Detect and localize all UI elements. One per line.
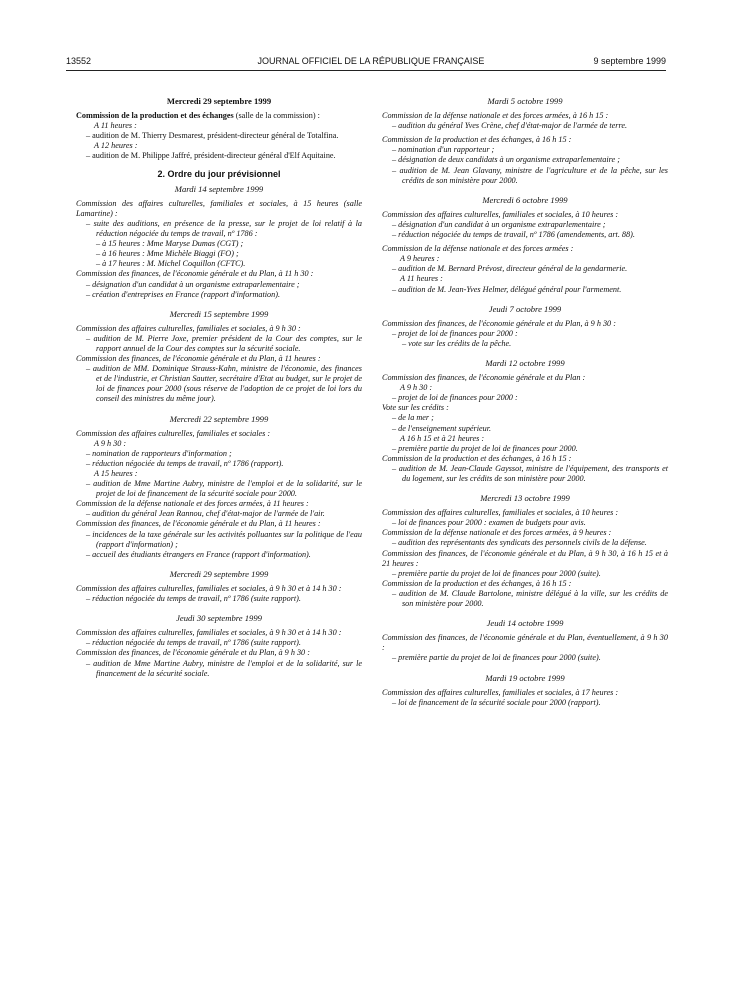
commission-entry: Commission des finances, de l'économie générale et du Plan, éventuellement, à 9 h 30 : <box>382 633 668 653</box>
agenda-item: – désignation de deux candidats à un organisme extraparlementaire ; <box>392 155 620 165</box>
time-slot: A 11 heures : <box>400 274 443 284</box>
day-heading: Jeudi 30 septembre 1999 <box>176 613 262 624</box>
commission-entry: Commission des affaires culturelles, familiales et sociales, à 17 heures : <box>382 687 619 697</box>
commission-entry: Commission des affaires culturelles, familiales et sociales : <box>76 428 271 438</box>
right-column <box>382 96 668 708</box>
commission-entry: Commission des finances, de l'économie générale et du Plan, à 9 h 30 : <box>76 648 310 658</box>
commission-entry: Commission des affaires culturelles, familiales et sociales, à 10 heures : <box>382 508 619 518</box>
left-column <box>76 96 362 679</box>
page-header <box>66 56 666 70</box>
day-heading: Mercredi 29 septembre 1999 <box>166 96 272 106</box>
commission-entry: Commission des affaires culturelles, familiales et sociales, à 9 h 30 et à 14 h 30 : <box>76 628 342 638</box>
agenda-item: – audition de M. Pierre Joxe, premier président de la Cour des comptes, sur le rapport annuel de la Cour des comptes sur la sécurité sociale. <box>86 333 362 353</box>
commission-entry: Commission des finances, de l'économie générale et du Plan, à 11 heures : <box>76 519 321 529</box>
commission-entry: Commission des finances, de l'économie générale et du Plan, à 11 h 30 : <box>76 269 314 279</box>
commission-entry: Commission de la production et des échanges, à 16 h 15 : <box>382 578 572 588</box>
agenda-item: – nomination de rapporteurs d'information ; <box>86 448 232 458</box>
agenda-item: – audition de M. Philippe Jaffré, président-directeur général d'Elf Aquitaine. <box>86 151 336 161</box>
commission-entry: Commission de la défense nationale et des forces armées : <box>382 244 574 254</box>
agenda-item: – accueil des étudiants étrangers en France (rapport d'information). <box>86 549 311 559</box>
agenda-subitem: – à 16 heures : Mme Michèle Biaggi (FO) ; <box>96 249 239 259</box>
commission-entry: Commission de la production et des échanges, à 16 h 15 : <box>382 453 572 463</box>
commission-entry <box>76 111 362 121</box>
commission-entry: Commission des finances, de l'économie générale et du Plan, à 9 h 30, à 16 h 15 et à 21 heures : <box>382 548 668 568</box>
header-rule <box>66 70 666 71</box>
agenda-item: – première partie du projet de loi de finances pour 2000 (suite). <box>392 568 601 578</box>
agenda-item: – audition de MM. Dominique Strauss-Kahn, ministre de l'économie, des finances et de l'industrie, et Christian Sautter, secrétaire d'Etat au budget, sur le projet de loi de finances pour 2000 (sous réserve de l'adoption de ce projet de loi lors du conseil des ministres du même jour). <box>86 364 362 404</box>
journal-title: JOURNAL OFFICIEL DE LA RÉPUBLIQUE FRANÇAISE <box>257 56 485 66</box>
agenda-item: – incidences de la taxe générale sur les activités polluantes sur la politique de l'eau (rapport d'information) ; <box>86 529 362 549</box>
agenda-item: – audition de M. Jean-Yves Helmer, délégué général pour l'armement. <box>392 284 622 294</box>
day-heading: Mardi 14 septembre 1999 <box>174 183 264 194</box>
time-slot: A 12 heures : <box>94 141 138 151</box>
agenda-item: – désignation d'un candidat à un organisme extraparlementaire ; <box>392 219 606 229</box>
agenda-item: – réduction négociée du temps de travail, nº 1786 (suite rapport). <box>86 638 301 648</box>
agenda-item: – suite des auditions, en présence de la presse, sur le projet de loi relatif à la réduction négociée du temps de travail, nº 1786 : <box>86 218 362 239</box>
agenda-item: – réduction négociée du temps de travail, nº 1786 (amendements, art. 88). <box>392 230 635 240</box>
commission-entry: Commission des finances, de l'économie générale et du Plan : <box>382 373 586 383</box>
agenda-item: – de l'enseignement supérieur. <box>392 423 492 433</box>
commission-entry: Commission des affaires culturelles, familiales et sociales, à 10 heures : <box>382 209 619 219</box>
agenda-item: – nomination d'un rapporteur ; <box>392 145 495 155</box>
day-heading: Mercredi 22 septembre 1999 <box>169 413 269 424</box>
commission-entry: Commission des finances, de l'économie générale et du Plan, à 9 h 30 : <box>382 318 616 328</box>
commission-name: Commission de la production et des échanges <box>76 111 234 121</box>
agenda-item: – audition de M. Claude Bartolone, ministre délégué à la ville, sur les crédits de son ministère pour 2000. <box>392 588 668 609</box>
agenda-item: – audition des représentants des syndicats des personnels civils de la défense. <box>392 538 647 548</box>
time-slot: A 9 heures : <box>400 254 440 264</box>
agenda-item: – loi de financement de la sécurité sociale pour 2000 (rapport). <box>392 697 601 707</box>
day-heading: Mardi 5 octobre 1999 <box>487 96 563 106</box>
commission-room: (salle de la commission) : <box>233 111 320 121</box>
agenda-item: – audition de M. Bernard Prévost, directeur général de la gendarmerie. <box>392 264 628 274</box>
vote-heading: Vote sur les crédits : <box>382 403 449 413</box>
agenda-item: – réduction négociée du temps de travail, nº 1786 (suite rapport). <box>86 594 301 604</box>
agenda-item: – première partie du projet de loi de finances pour 2000 (suite). <box>392 653 601 663</box>
commission-entry: Commission des affaires culturelles, familiales et sociales, à 9 h 30 et à 14 h 30 : <box>76 583 342 593</box>
day-heading: Mercredi 29 septembre 1999 <box>169 568 269 579</box>
day-heading: Mercredi 15 septembre 1999 <box>169 308 269 319</box>
page-number: 13552 <box>66 56 92 66</box>
commission-entry: Commission de la défense nationale et des forces armées, à 9 heures : <box>382 528 612 538</box>
day-heading: Jeudi 7 octobre 1999 <box>488 303 562 314</box>
agenda-item: – audition de Mme Martine Aubry, ministre de l'emploi et de la solidarité, sur le financement de la sécurité sociale. <box>86 658 362 678</box>
section-title: 2. Ordre du jour prévisionnel <box>157 168 281 179</box>
issue-date: 9 septembre 1999 <box>593 56 666 66</box>
agenda-subitem: – à 17 heures : M. Michel Coquillon (CFTC). <box>96 259 246 269</box>
agenda-item: – projet de loi de finances pour 2000 : <box>392 393 518 403</box>
time-slot: A 9 h 30 : <box>400 383 433 393</box>
agenda-item: – première partie du projet de loi de finances pour 2000. <box>392 443 578 453</box>
agenda-item: – réduction négociée du temps de travail, nº 1786 (rapport). <box>86 458 284 468</box>
time-slot: A 9 h 30 : <box>94 438 127 448</box>
time-slot: A 16 h 15 et à 21 heures : <box>400 433 485 443</box>
commission-entry: Commission de la production et des échanges, à 16 h 15 : <box>382 135 572 145</box>
agenda-item: – projet de loi de finances pour 2000 : <box>392 328 518 338</box>
agenda-item: – de la mer ; <box>392 413 434 423</box>
agenda-item: – audition du général Jean Rannou, chef d'état-major de l'armée de l'air. <box>86 509 325 519</box>
day-heading: Mardi 19 octobre 1999 <box>485 672 565 683</box>
commission-entry: Commission de la défense nationale et des forces armées, à 16 h 15 : <box>382 111 609 121</box>
day-heading: Mercredi 13 octobre 1999 <box>480 493 570 504</box>
commission-entry: Commission des affaires culturelles, familiales et sociales, à 15 heures (salle Lamartine) : <box>76 198 362 218</box>
agenda-item: – création d'entreprises en France (rapport d'information). <box>86 289 280 299</box>
day-heading: Mardi 12 octobre 1999 <box>485 357 565 368</box>
day-heading: Jeudi 14 octobre 1999 <box>486 618 564 629</box>
commission-entry: Commission des affaires culturelles, familiales et sociales, à 9 h 30 : <box>76 323 301 333</box>
day-heading: Mercredi 6 octobre 1999 <box>482 194 568 205</box>
time-slot: A 15 heures : <box>94 469 138 478</box>
commission-entry: Commission de la défense nationale et des forces armées, à 11 heures : <box>76 499 309 509</box>
agenda-item: – audition du général Yves Crène, chef d'état-major de l'armée de terre. <box>392 121 628 131</box>
agenda-subitem: – à 15 heures : Mme Maryse Dumas (CGT) ; <box>96 239 244 249</box>
agenda-item: – loi de finances pour 2000 : examen de budgets pour avis. <box>392 518 586 528</box>
time-slot: A 11 heures : <box>94 121 137 131</box>
agenda-item: – audition de Mme Martine Aubry, ministre de l'emploi et de la solidarité, sur le projet de loi de financement de la sécurité sociale pour 2000. <box>86 479 362 499</box>
agenda-item: – audition de M. Jean-Claude Gayssot, ministre de l'équipement, des transports et du logement, sur les crédits de son ministère pour 2000. <box>392 463 668 483</box>
agenda-item: – désignation d'un candidat à un organisme extraparlementaire ; <box>86 279 300 289</box>
agenda-item: – audition de M. Jean Glavany, ministre de l'agriculture et de la pêche, sur les crédits de son ministère pour 2000. <box>392 165 668 185</box>
agenda-subitem: – vote sur les crédits de la pêche. <box>402 338 512 348</box>
agenda-item: – audition de M. Thierry Desmarest, président-directeur général de Totalfina. <box>86 131 339 141</box>
commission-entry: Commission des finances, de l'économie générale et du Plan, à 11 heures : <box>76 354 321 364</box>
